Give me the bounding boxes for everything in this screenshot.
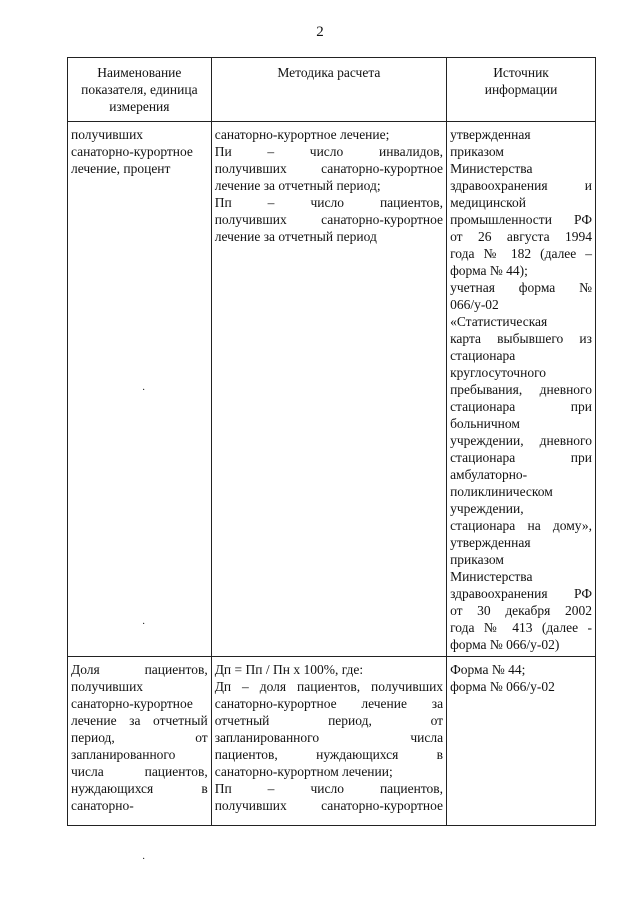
- page-number: 2: [316, 24, 324, 40]
- table-row: [68, 657, 596, 826]
- scan-speck: ·: [142, 619, 146, 630]
- header-indicator-name: Наименование показателя, единица измерения: [68, 58, 212, 122]
- cell-source: утвержденная приказом Министерства здравоохранения и медицинской промышленности РФ от 26 августа 1994 года № 182 (далее – форма № 44); учетная форма № 066/у-02 «Статистическая карта выбывшего из стационара круглосуточного пребывания, дневного стационара при больничном учреждении, дневного стационара при амбулаторно- поликлиническом учреждении, стационара на дому», утвержденная приказом Министерства здравоохранения РФ от 30 декабря 2002 года № 413 (далее - форма № 066/у-02): [447, 122, 596, 657]
- cell-source: Форма № 44; форма № 066/у-02: [447, 657, 596, 826]
- cell-indicator-name: получивших санаторно-курортное лечение, процент: [68, 122, 212, 657]
- scan-speck: ·: [142, 385, 146, 396]
- header-method: Методика расчета: [211, 58, 446, 122]
- table-row: [68, 122, 596, 657]
- header-source: Источник информации: [447, 58, 596, 122]
- cell-method: Дп = Пп / Пн x 100%, где: Дп – доля пациентов, получивших санаторно-курортное лечение за отчетный период, от запланированного числа пациентов, нуждающихся в санаторно-курортном лечении; Пп – число пациентов, получивших санаторно-курортное: [211, 657, 446, 826]
- indicator-table: [67, 57, 596, 826]
- cell-indicator-name: Доля пациентов, получивших санаторно-курортное лечение за отчетный период, от запланированного числа пациентов, нуждающихся в санаторно-: [68, 657, 212, 826]
- table-header-row: [68, 58, 596, 122]
- scan-speck: ·: [142, 854, 146, 865]
- cell-method: санаторно-курортное лечение; Пи – число инвалидов, получивших санаторно-курортное лечение за отчетный период; Пп – число пациентов, получивших санаторно-курортное лечение за отчетный период: [211, 122, 446, 657]
